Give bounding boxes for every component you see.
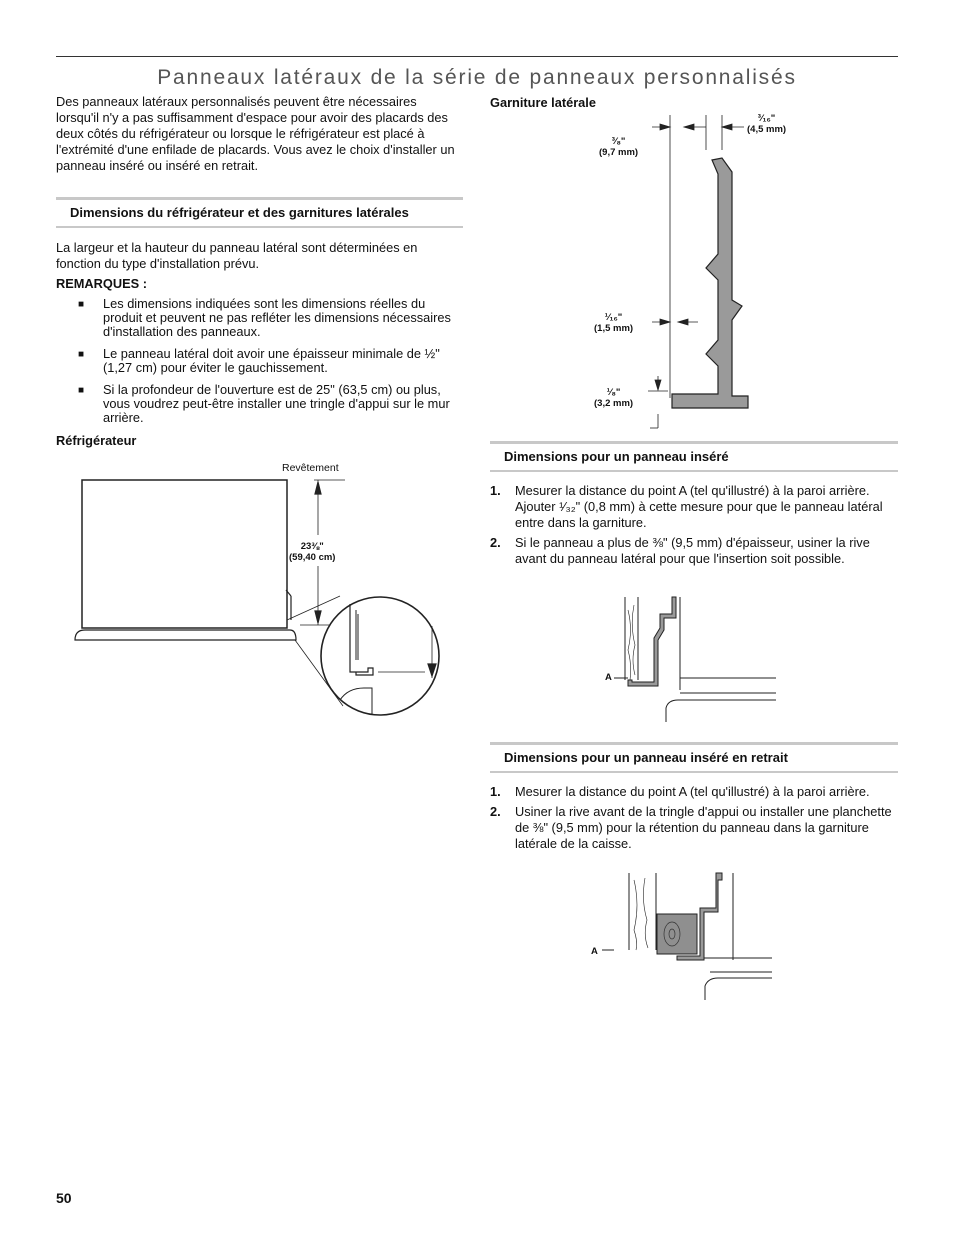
support-rail <box>657 914 697 954</box>
step-item: 2. Usiner la rive avant de la tringle d'appui ou installer une planchette de ⅜" (9,5 mm) pour la rétention du panneau dans la garniture latérale de la caisse. <box>490 804 892 851</box>
trim-dimension: ¹⁄₁₆" (1,5 mm) <box>594 312 634 334</box>
fridge-dimension: 23⅜" (59,40 cm) <box>289 541 336 563</box>
bullet-square-icon: ■ <box>78 299 85 310</box>
cladding-label: Revêtement <box>282 462 339 474</box>
page-number: 50 <box>56 1190 72 1206</box>
section-heading-recessed: Dimensions pour un panneau inséré en retrait <box>490 742 898 773</box>
point-a-label: A <box>605 672 612 683</box>
section-heading-dimensions: Dimensions du réfrigérateur et des garnitures latérales <box>56 197 463 228</box>
page-title: Panneaux latéraux de la série de panneaux personnalisés <box>157 66 797 89</box>
step-item: 1. Mesurer la distance du point A (tel qu'illustré) à la paroi arrière. <box>490 784 870 799</box>
notes-label: REMARQUES : <box>56 276 148 291</box>
trim-dimension: ³⁄₁₆" (4,5 mm) <box>747 113 787 135</box>
note-item: ■ Si la profondeur de l'ouverture est de 25" (63,5 cm) ou plus, vous voudrez peut-être installer une tringle d'appui sur le mur arrière. <box>78 382 450 425</box>
point-a-label: A <box>591 946 598 957</box>
note-item: ■ Les dimensions indiquées sont les dimensions réelles du produit et peuvent ne pas refléter les dimensions nécessaires d'installation des panneaux. <box>78 296 451 339</box>
intro-paragraph: Des panneaux latéraux personnalisés peuvent être nécessaires lorsqu'il n'y a pas suffisamment d'espace pour avoir des placards des deux côtés du réfrigérateur ou lorsque le réfrigérateur est placé à l'extrémité d'une enfilade de placards. Vous avez le choix d'installer un panneau inséré ou inséré en retrait. <box>56 94 455 173</box>
step-item: 1. Mesurer la distance du point A (tel qu'illustré) à la paroi arrière. Ajouter ¹⁄₃₂" (0,8 mm) à cette mesure pour que le panneau latéral entre dans la garniture. <box>490 483 883 530</box>
trim-dimension: ³⁄₈" (9,7 mm) <box>599 136 639 158</box>
note-item: ■ Le panneau latéral doit avoir une épaisseur minimale de ½" (1,27 cm) pour éviter le gauchissement. <box>78 346 440 375</box>
bullet-square-icon: ■ <box>78 385 85 396</box>
trim-figure-caption: Garniture latérale <box>490 95 596 110</box>
fridge-figure-caption: Réfrigérateur <box>56 433 137 448</box>
step-item: 2. Si le panneau a plus de ⅜" (9,5 mm) d'épaisseur, usiner la rive avant du panneau latéral pour que l'insertion soit possible. <box>490 535 870 566</box>
bullet-square-icon: ■ <box>78 349 85 360</box>
trim-dimension: ¹⁄₈" (3,2 mm) <box>594 387 634 409</box>
dimensions-body: La largeur et la hauteur du panneau latéral sont déterminées en fonction du type d'installation prévu. <box>56 240 418 271</box>
section-heading-inset: Dimensions pour un panneau inséré <box>490 441 898 472</box>
